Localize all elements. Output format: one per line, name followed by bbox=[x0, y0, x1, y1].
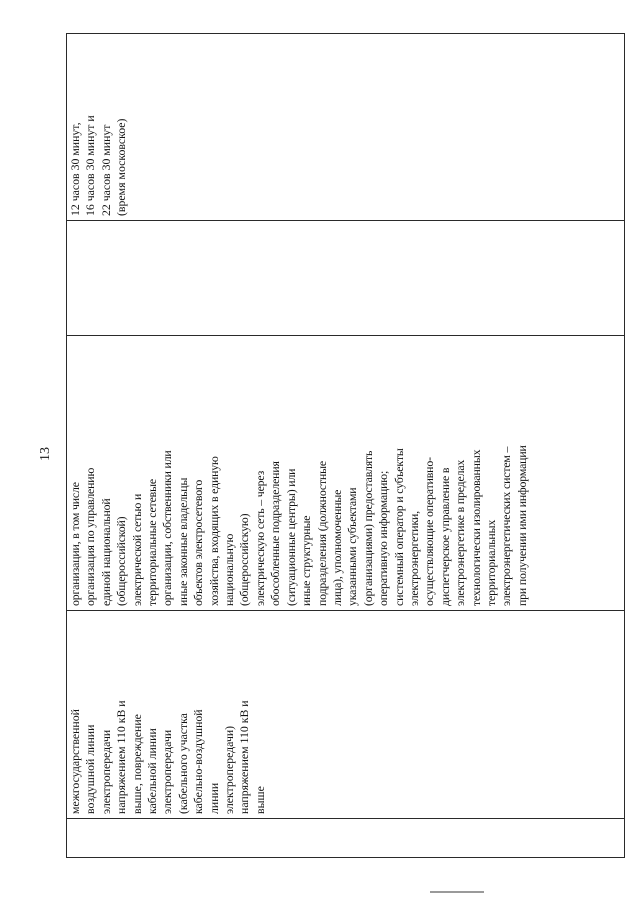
subjects-text-line: диспетчерское управление в bbox=[437, 467, 452, 606]
page-number: 13 bbox=[38, 447, 53, 461]
object-text-line: выше bbox=[252, 786, 267, 814]
subjects-text-line: национальную bbox=[222, 533, 237, 606]
time-text-line: 16 часов 30 минут и bbox=[83, 115, 98, 216]
subjects-text-line: электрическую сеть – через bbox=[252, 470, 267, 606]
object-text-line: межгосударственной bbox=[68, 709, 82, 814]
subjects-text-line: иные законные владельцы bbox=[175, 477, 190, 606]
subjects-text-line: осуществляющие оперативно- bbox=[422, 457, 437, 606]
object-text-line: кабельной линии bbox=[145, 728, 160, 814]
object-text-line: напряжением 110 кВ и bbox=[237, 700, 252, 814]
object-text-line: линии bbox=[206, 782, 221, 814]
subjects-text-line: обособленные подразделения bbox=[268, 461, 283, 606]
subjects-text-line: территориальные сетевые bbox=[145, 479, 160, 606]
subjects-text-line: территориальных bbox=[483, 519, 498, 606]
subjects-text-line: организации, собственники или bbox=[160, 450, 175, 606]
subjects-text-line: (организациями) предоставлять bbox=[360, 450, 375, 606]
subjects-text-line: организация по управлению bbox=[83, 467, 98, 606]
subjects-text-line: объектов электросетевого bbox=[191, 479, 206, 606]
subjects-text-line: иные структурные bbox=[299, 515, 314, 606]
subjects-text-line: подразделения (должностные bbox=[314, 460, 329, 606]
subjects-text-line: электроэнергетике в пределах bbox=[453, 459, 468, 606]
object-text-line: электропередачи bbox=[98, 729, 113, 814]
scan-mark bbox=[430, 891, 484, 893]
object-text-line: (кабельного участка bbox=[175, 713, 190, 814]
subjects-text-line: организации, в том числе bbox=[68, 482, 82, 606]
subjects-text-line: единой национальной bbox=[98, 498, 113, 606]
subjects-text-line: указанными субъектами bbox=[345, 487, 360, 606]
object-text-line: кабельно-воздушной bbox=[191, 709, 206, 814]
object-text-line: электропередачи bbox=[160, 729, 175, 814]
table-cell-time bbox=[67, 32, 624, 220]
subjects-text-line: электроэнергетических систем – bbox=[499, 446, 514, 606]
subjects-text-line: системный оператор и субъекты bbox=[391, 448, 406, 606]
object-text-line: воздушной линии bbox=[83, 724, 98, 814]
subjects-text-line: лица), уполномоченные bbox=[329, 489, 344, 606]
subjects-text-line: технологически изолированных bbox=[468, 449, 483, 606]
subjects-text-line: электрической сетью и bbox=[129, 493, 144, 606]
subjects-text-line: оперативную информацию; bbox=[376, 470, 391, 606]
subjects-text-line: (общероссийской) bbox=[114, 516, 129, 606]
table-cell-object bbox=[67, 610, 624, 818]
object-text-line: выше, повреждение bbox=[129, 714, 144, 814]
table-cell-empty bbox=[67, 220, 624, 335]
subjects-text-line: хозяйства, входящих в единую bbox=[206, 456, 221, 606]
time-text-line: 22 часов 30 минут bbox=[98, 124, 113, 216]
subjects-text-line: (ситуационные центры) или bbox=[283, 468, 298, 606]
time-text-line: (время московское) bbox=[114, 118, 129, 216]
subjects-text-line: электроэнергетики, bbox=[406, 511, 421, 606]
subjects-text-line: при получении ими информации bbox=[514, 445, 529, 606]
object-text-line: электропередачи) bbox=[222, 725, 237, 814]
table-cell-index bbox=[67, 818, 624, 857]
time-text-line: 12 часов 30 минут, bbox=[68, 122, 82, 216]
subjects-text-line: (общероссийскую) bbox=[237, 513, 252, 606]
table-cell-subjects bbox=[67, 335, 624, 610]
object-text-line: напряжением 110 кВ и bbox=[114, 700, 129, 814]
rotated-table bbox=[66, 33, 625, 858]
